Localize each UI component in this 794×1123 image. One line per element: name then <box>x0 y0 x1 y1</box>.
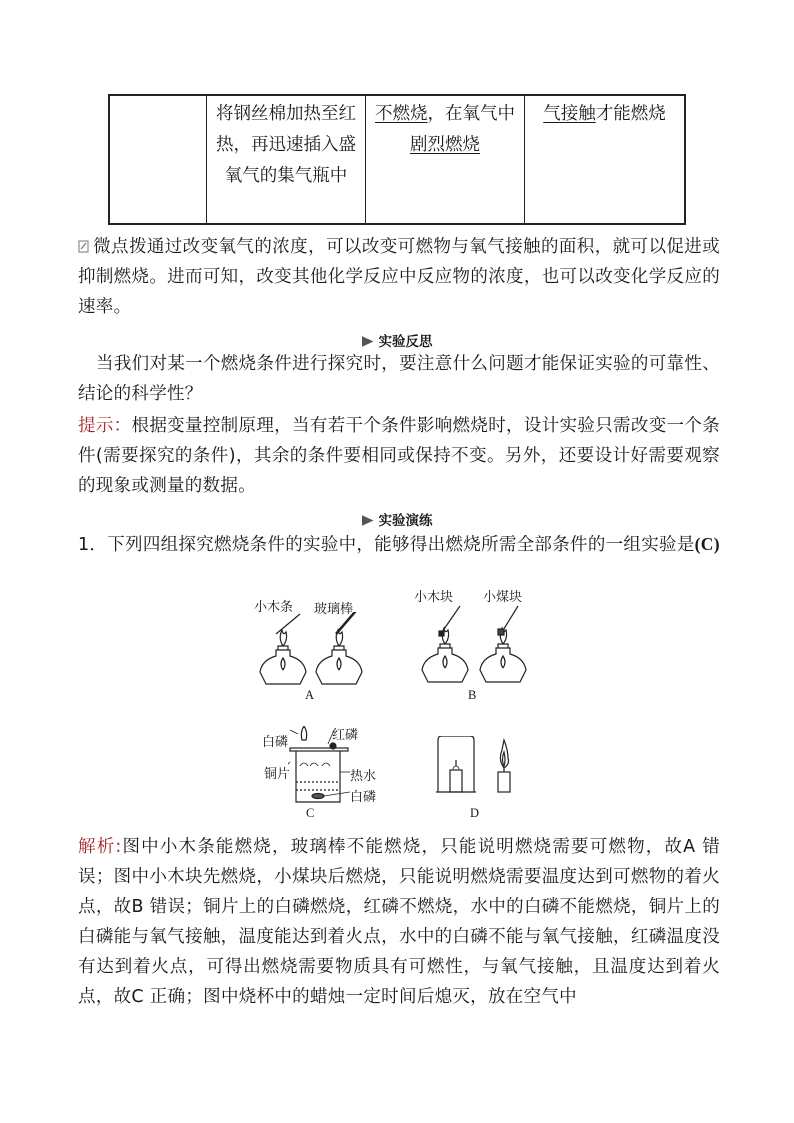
phenomenon-underline-2: 剧烈燃烧 <box>410 135 480 155</box>
table-cell-empty <box>109 95 207 224</box>
figure-b-caption: B <box>468 688 477 702</box>
alcohol-lamps-a-drawing <box>256 612 366 690</box>
phenomenon-underline-1: 不燃烧 <box>375 104 428 124</box>
section-title: 实验反思 <box>378 334 433 350</box>
hint-label: 提示： <box>78 416 132 436</box>
figure-c-label-red-phosphorus: 红磷 <box>332 728 359 743</box>
phenomenon-mid: ，在氧气中 <box>427 104 515 124</box>
question-paragraph <box>78 349 720 409</box>
figure-a-label-glass-rod: 玻璃棒 <box>314 602 354 617</box>
figure-d-caption: D <box>470 806 480 820</box>
analysis-text: 图中小木条能燃烧，玻璃棒不能燃烧，只能说明燃烧需要可燃物，故A 错误；图中小木块先燃烧，小煤块后燃烧，只能说明燃烧需要温度达到可燃物的着火点，故B 错误；铜片上的白磷燃烧，红磷不燃烧，水中的白磷不能燃烧，铜片上的白磷能与氧气接触，温度能达到着火点，水中的白磷不能与氧气接触，红磷温度没有达到着火点，可得出燃烧需要物质具有可燃性，与氧气接触，且温度达到着火点，故C 正确；图中烧杯中的蜡烛一定时间后熄灭，放在空气中 <box>78 837 720 1007</box>
figure-c-label-white-phosphorus-bottom: 白磷 <box>350 790 377 805</box>
beaker-drawing <box>288 726 350 806</box>
tip-paragraph <box>78 232 720 322</box>
analysis-paragraph <box>78 832 720 1012</box>
tip-text: 微点拨通过改变氧气的浓度，可以改变可燃物与氧气接触的面积，就可以促进或抑制燃烧。进而可知，改变其他化学反应中反应物的浓度，也可以改变化学反应的速率。 <box>78 237 720 317</box>
section-header-practice <box>0 509 794 529</box>
figure-a-caption: A <box>305 688 315 702</box>
table-cell-conclusion <box>525 95 686 224</box>
figure-c-label-copper-sheet: 铜片 <box>264 767 291 782</box>
table-row <box>109 95 685 224</box>
section-header-reflection <box>0 330 794 350</box>
figure-c-label-hot-water: 热水 <box>350 769 377 784</box>
table-cell-operation <box>207 95 366 224</box>
question-1 <box>78 529 720 560</box>
hint-text: 根据变量控制原理，当有若干个条件影响燃烧时，设计实验只需改变一个条件(需要探究的条件)，其余的条件要相同或保持不变。另外，还要设计好需要观察的现象或测量的数据。 <box>78 416 720 496</box>
figure-a-label-wood-strip: 小木条 <box>254 600 294 615</box>
question-1-text: 1．下列四组探究燃烧条件的实验中，能够得出燃烧所需全部条件的一组实验是 <box>78 535 695 555</box>
hint-paragraph <box>78 411 720 501</box>
pen-icon <box>78 233 90 246</box>
conclusion-underline: 气接触 <box>543 104 596 124</box>
analysis-label: 解析: <box>78 837 122 857</box>
operation-text: 将钢丝棉加热至红热，再迅速插入盛氧气的集气瓶中 <box>216 104 356 186</box>
candles-drawing <box>436 736 522 794</box>
question-1-answer: (C) <box>694 534 720 554</box>
section-title: 实验演练 <box>378 513 433 529</box>
figure-c-label-white-phosphorus-top: 白磷 <box>262 735 289 750</box>
experiment-table <box>108 94 686 225</box>
figure-c-caption: C <box>306 806 315 820</box>
figure-b-label-wood-block: 小木块 <box>414 590 454 605</box>
section-marker-icon <box>362 515 374 526</box>
figure-b-label-coal-block: 小煤块 <box>483 590 523 605</box>
table-cell-phenomenon <box>366 95 525 224</box>
conclusion-rest: 才能燃烧 <box>595 104 666 124</box>
section-marker-icon <box>362 336 374 347</box>
question-text: 当我们对某一个燃烧条件进行探究时，要注意什么问题才能保证实验的可靠性、结论的科学性？ <box>78 354 720 404</box>
alcohol-lamps-b-drawing <box>418 604 530 688</box>
